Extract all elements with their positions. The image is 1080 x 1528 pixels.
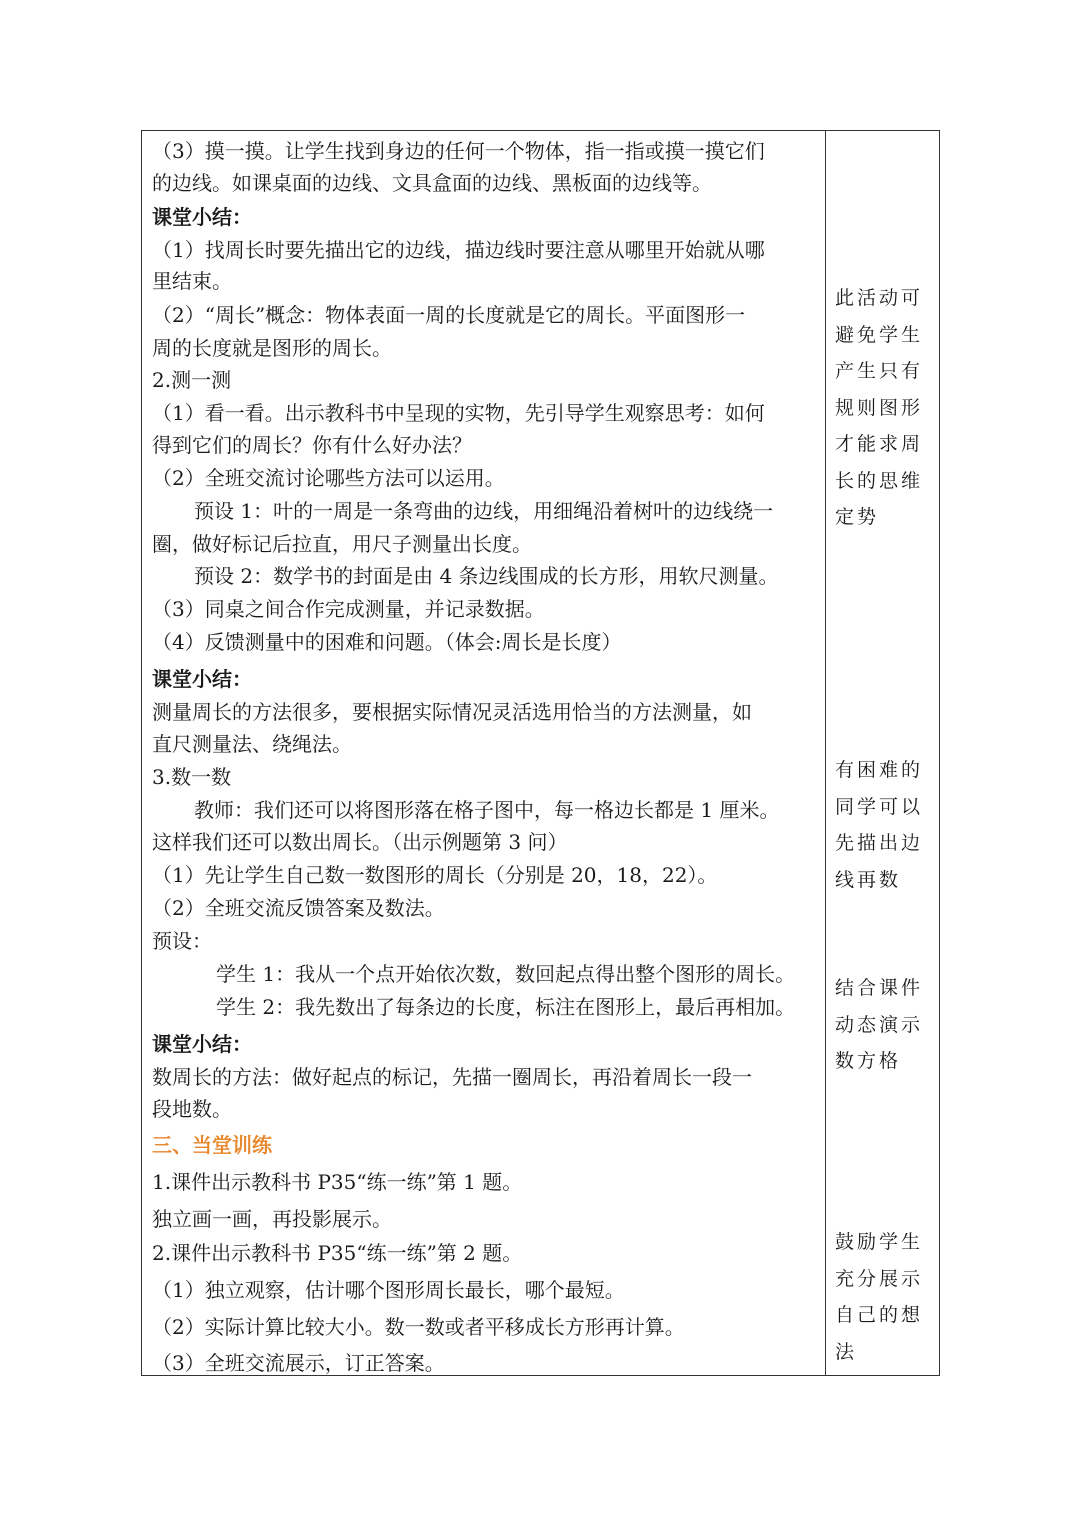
text-line: 学生 1：我从一个点开始依次数，数回起点得出整个图形的周长。	[216, 962, 796, 986]
text-line: （3）同桌之间合作完成测量，并记录数据。	[152, 597, 545, 621]
text-line: 圈，做好标记后拉直，用尺子测量出长度。	[152, 532, 532, 556]
section-heading-practice: 三、当堂训练	[152, 1133, 272, 1157]
section-summary-heading: 课堂小结：	[152, 1032, 252, 1056]
text-line: 这样我们还可以数出周长。（出示例题第 3 问）	[152, 830, 568, 854]
text-line: 数周长的方法：做好起点的标记，先描一圈周长，再沿着周长一段一	[152, 1065, 752, 1089]
text-line: （3）摸一摸。让学生找到身边的任何一个物体，指一指或摸一摸它们	[152, 139, 765, 163]
text-line: 测量周长的方法很多，要根据实际情况灵活选用恰当的方法测量，如	[152, 700, 752, 724]
text-line: （2）实际计算比较大小。数一数或者平移成长方形再计算。	[152, 1315, 685, 1339]
text-line: （2）“周长”概念：物体表面一周的长度就是它的周长。平面图形一	[152, 303, 746, 327]
text-line: 预设：	[152, 929, 212, 953]
text-line: 学生 2：我先数出了每条边的长度，标注在图形上，最后再相加。	[216, 995, 796, 1019]
subsection-heading: 3.数一数	[152, 765, 232, 789]
text-line: （1）独立观察，估计哪个图形周长最长，哪个最短。	[152, 1278, 625, 1302]
text-line: 直尺测量法、绕绳法。	[152, 732, 352, 756]
text-line: （4）反馈测量中的困难和问题。（体会:周长是长度）	[152, 630, 622, 654]
text-line: （1）找周长时要先描出它的边线，描边线时要注意从哪里开始就从哪	[152, 238, 765, 262]
section-summary-heading: 课堂小结：	[152, 205, 252, 229]
text-line: 得到它们的周长？你有什么好办法？	[152, 433, 472, 457]
text-line: 2.课件出示教科书 P35“练一练”第 2 题。	[152, 1241, 523, 1265]
text-line: （2）全班交流反馈答案及数法。	[152, 896, 445, 920]
text-line: 里结束。	[152, 269, 232, 293]
side-note: 有困难的同学可以先描出边线再数	[835, 759, 924, 891]
text-line: （2）全班交流讨论哪些方法可以运用。	[152, 466, 505, 490]
side-note: 鼓励学生充分展示自己的想法	[835, 1231, 924, 1363]
column-divider	[825, 130, 826, 1376]
text-line: 预设 1：叶的一周是一条弯曲的边线，用细绳沿着树叶的边线绕一	[194, 499, 774, 523]
text-line: 1.课件出示教科书 P35“练一练”第 1 题。	[152, 1170, 523, 1194]
section-summary-heading: 课堂小结：	[152, 667, 252, 691]
side-note: 此活动可避免学生产生只有规则图形才能求周长的思维定势	[835, 287, 924, 528]
text-line: 独立画一画，再投影展示。	[152, 1207, 392, 1231]
text-line: 教师：我们还可以将图形落在格子图中，每一格边长都是 1 厘米。	[194, 798, 780, 822]
text-line: （1）看一看。出示教科书中呈现的实物，先引导学生观察思考：如何	[152, 401, 765, 425]
text-line: 段地数。	[152, 1097, 232, 1121]
text-line: 的边线。如课桌面的边线、文具盒面的边线、黑板面的边线等。	[152, 171, 712, 195]
text-line: 预设 2：数学书的封面是由 4 条边线围成的长方形，用软尺测量。	[194, 564, 779, 588]
subsection-heading: 2.测一测	[152, 368, 232, 392]
text-line: （3）全班交流展示，订正答案。	[152, 1351, 445, 1375]
text-line: （1）先让学生自己数一数图形的周长（分别是 20，18，22）。	[152, 863, 718, 887]
text-line: 周的长度就是图形的周长。	[152, 336, 392, 360]
side-note: 结合课件动态演示数方格	[835, 977, 924, 1072]
